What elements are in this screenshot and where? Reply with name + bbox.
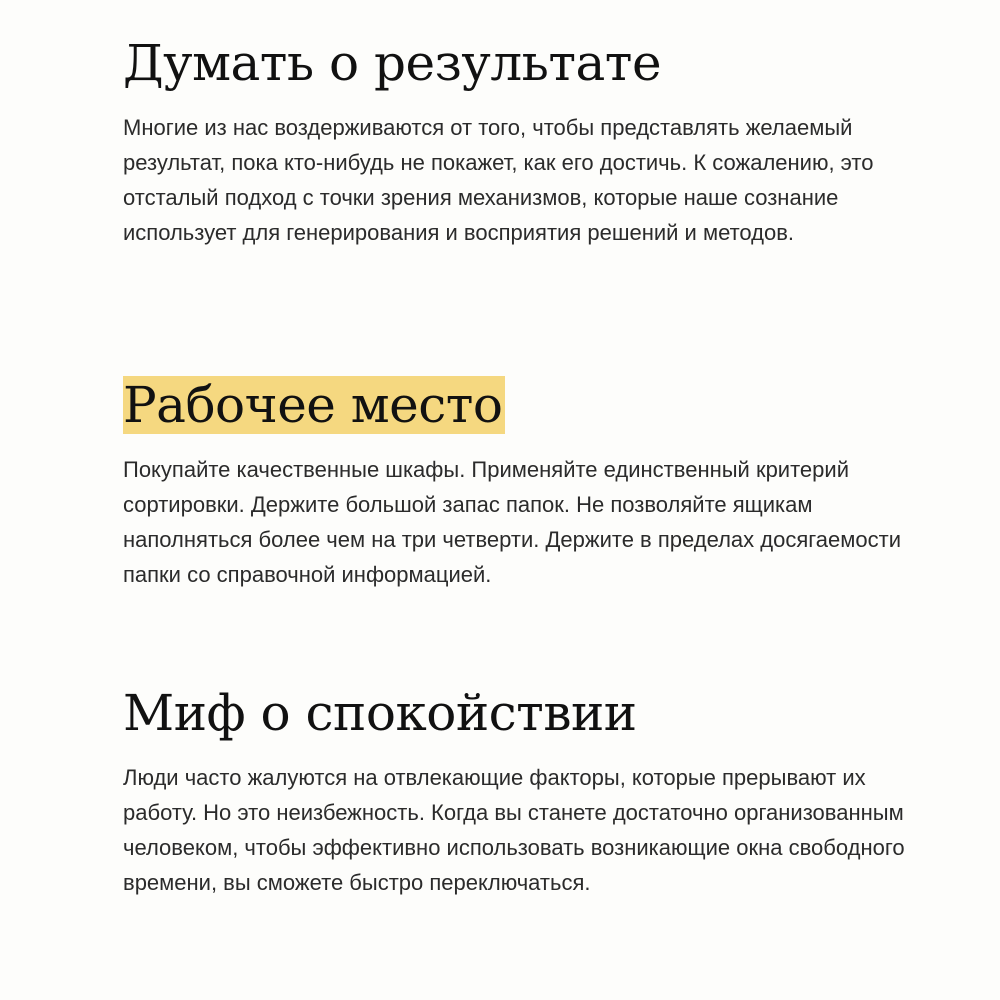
section-heading: Думать о результате [123,34,662,92]
section-results [123,30,943,250]
section-workplace [123,372,943,592]
highlighted-heading-text: Рабочее место [123,376,503,434]
section-heading: Миф о спокойствии [123,684,637,742]
section-calm-myth [123,680,943,900]
section-paragraph: Многие из нас воздерживаются от того, чтобы представлять желаемый результат, пока кто-нибудь не покажет, как его достичь. К сожалению, это отсталый подход с точки зрения механизмов, которые наше сознание использует для генерирования и восприятия решений и методов. [123,115,874,245]
section-paragraph: Люди часто жалуются на отвлекающие факторы, которые прерывают их работу. Но это неизбежность. Когда вы станете достаточно организованным человеком, чтобы эффективно использовать возникающие окна свободного времени, вы сможете быстро переключаться. [123,765,905,895]
section-heading [123,372,943,438]
section-paragraph: Покупайте качественные шкафы. Применяйте единственный критерий сортировки. Держите большой запас папок. Не позволяйте ящикам наполняться более чем на три четверти. Держите в пределах досягаемости папки со справочной информацией. [123,457,901,587]
